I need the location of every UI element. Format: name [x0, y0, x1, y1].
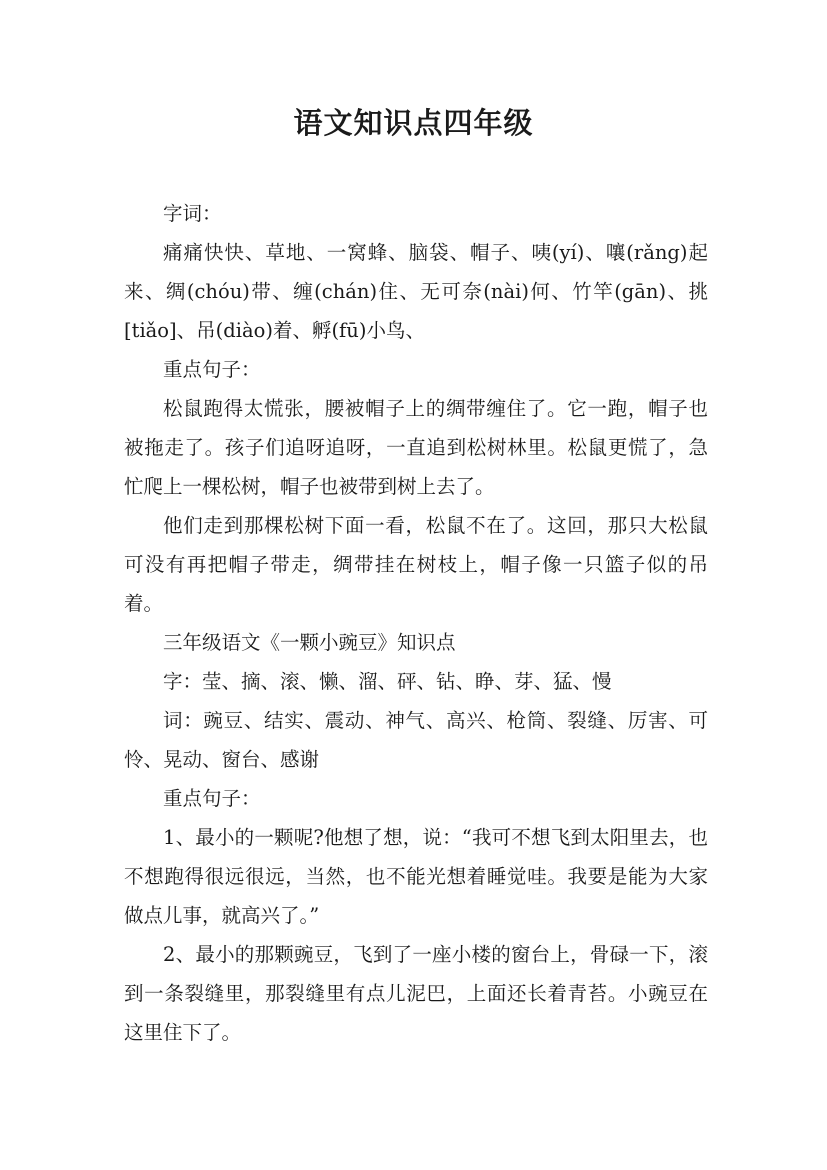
document-body: [124, 194, 708, 1052]
paragraph-vocab-heading: 字词：: [163, 202, 222, 225]
paragraph-pea-words: 词：豌豆、结实、震动、神气、高兴、枪筒、裂缝、厉害、可怜、晃动、窗台、感谢: [124, 709, 708, 771]
paragraph-key-sentences-heading: 重点句子：: [163, 358, 261, 381]
paragraph-vocab-list: 痛痛快快、草地、一窝蜂、脑袋、帽子、咦(yí)、嚷(rǎng)起来、绸(chóu)带、缠(chán)住、无可奈(nài)何、竹竿(gān)、挑[tiǎo]、吊(diào)着、孵(fū)小鸟、: [124, 241, 708, 342]
paragraph-pea-section-heading: 三年级语文《一颗小豌豆》知识点: [163, 631, 456, 654]
paragraph-pea-key-sentences-heading: 重点句子：: [163, 787, 261, 810]
paragraph-squirrel-2: 他们走到那棵松树下面一看，松鼠不在了。这回，那只大松鼠可没有再把帽子带走，绸带挂在树枝上，帽子像一只篮子似的吊着。: [124, 514, 708, 615]
paragraph-pea-characters: 字：莹、摘、滚、懒、溜、砰、钻、睁、芽、猛、慢: [163, 670, 612, 693]
page-title: 语文知识点四年级: [293, 106, 534, 140]
paragraph-squirrel-1: 松鼠跑得太慌张，腰被帽子上的绸带缠住了。它一跑，帽子也被拖走了。孩子们追呀追呀，一直追到松树林里。松鼠更慌了，急忙爬上一棵松树，帽子也被带到树上去了。: [124, 397, 708, 498]
paragraph-pea-sentence-2: 2、最小的那颗豌豆，飞到了一座小楼的窗台上，骨碌一下，滚到一条裂缝里，那裂缝里有点儿泥巴，上面还长着青苔。小豌豆在这里住下了。: [124, 943, 708, 1044]
paragraph-pea-sentence-1: 1、最小的一颗呢?他想了想，说：“我可不想飞到太阳里去，也不想跑得很远很远，当然，也不能光想着睡觉哇。我要是能为大家做点儿事，就高兴了。”: [124, 826, 708, 927]
